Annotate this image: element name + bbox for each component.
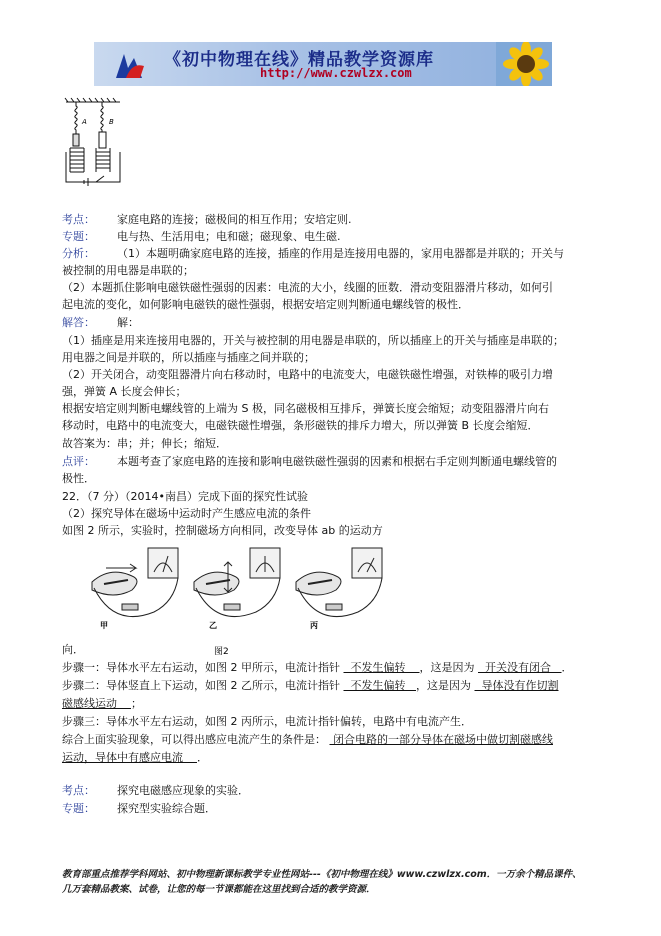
kaodian-label: 考点： [62, 213, 95, 226]
step-2-answer: 不发生偏转 [350, 679, 406, 692]
zhuanti-row-1 [62, 230, 341, 244]
step-1-because: ，这是因为 [419, 661, 475, 674]
panel-label-jia: 甲 [100, 621, 108, 630]
step-2 [62, 679, 559, 693]
step-2-reason-part2: 磁感线运动 [62, 697, 117, 710]
banner-title: 《初中物理在线》精品教学资源库 [164, 50, 434, 70]
dianping-line-1: 本题考查了家庭电路的连接和影响电磁铁磁性强弱的因素和根据右手定则判断通电螺线管的 [117, 455, 557, 468]
fenxi-line-2: 被控制的用电器是串联的； [62, 264, 194, 277]
conclusion-cont [62, 751, 208, 765]
panel-label-bing: 丙 [310, 621, 318, 630]
dianping-row [62, 455, 557, 469]
step-1-text: 步骤一：导体水平左右运动，如图 2 甲所示，电流计指针 [62, 661, 340, 674]
step-1-reason: 开关没有闭合 [485, 661, 551, 674]
banner-url[interactable]: http://www.czwlzx.com [260, 66, 412, 80]
jieda-line-3: （2）开关闭合，动变阻器滑片向右移动时，电路中的电流变大，电磁铁磁性增强，对铁棒的吸引力增 [62, 368, 553, 381]
jieda-line-6: 移动时，电路中的电流变大，电磁铁磁性增强，条形磁铁的排斥力增大，所以弹簧 B 长度会缩短． [62, 419, 539, 432]
jieda-line-4: 强，弹簧 A 长度会伸长； [62, 385, 187, 398]
sunflower-icon [496, 42, 552, 86]
fenxi-line-4: 起电流的变化，如何影响电磁铁的磁性强弱，根据安培定则判断通电螺线管的极性． [62, 298, 469, 311]
fenxi-row [62, 247, 564, 261]
kaodian-2-label: 考点： [62, 784, 95, 797]
step-2-cont [62, 697, 142, 711]
jieda-label: 解答： [62, 316, 95, 329]
step-1-answer: 不发生偏转 [350, 661, 406, 674]
label-spring-a: A [82, 118, 87, 126]
q22-intro-end: 向． [62, 643, 84, 656]
zhuanti-2-text: 探究型实验综合题． [117, 802, 216, 815]
zhuanti-label: 专题： [62, 230, 95, 243]
fenxi-line-3: （2）本题抓住影响电磁铁磁性强弱的因素：电流的大小，线圈的匝数．滑动变阻器滑片移动，如何引 [62, 281, 553, 294]
jieda-row [62, 316, 139, 330]
kaodian-row-1 [62, 213, 352, 227]
jieda-line-7: 故答案为：串；并；伸长；缩短． [62, 437, 227, 450]
fenxi-label: 分析： [62, 247, 95, 260]
induction-experiment-figure [84, 542, 384, 658]
conclusion-answer-part1: 闭合电路的一部分导体在磁场中做切割磁感线 [333, 733, 553, 746]
q22-title: 22．（7 分）（2014•南昌）完成下面的探究性试验 [62, 490, 308, 503]
footer-line-2: 几万套精品教案、试卷，让您的每一节课都能在这里找到合适的教学资源． [62, 884, 376, 895]
conclusion [62, 733, 553, 747]
conclusion-end: ． [197, 751, 208, 764]
kaodian-text: 家庭电路的连接；磁极间的相互作用；安培定则. [117, 213, 352, 226]
figure-caption: 图2 [214, 647, 229, 657]
jieda-line-2: 用电器之间是并联的，所以插座与插座之间并联的； [62, 351, 315, 364]
logo-icon [112, 48, 148, 82]
conclusion-answer-part2: 运动，导体中有感应电流 [62, 751, 183, 764]
q22-subtitle: （2）探究导体在磁场中运动时产生感应电流的条件 [62, 507, 311, 520]
jieda-line-1: （1）插座是用来连接用电器的，开关与被控制的用电器是串联的，所以插座上的开关与插座是串联的； [62, 334, 564, 347]
step-2-text: 步骤二：导体竖直上下运动，如图 2 乙所示，电流计指针 [62, 679, 340, 692]
step-1 [62, 661, 573, 675]
step-2-reason-part1: 导体没有作切割 [481, 679, 559, 692]
jieda-head: 解： [117, 316, 139, 329]
dianping-label: 点评： [62, 455, 95, 468]
step-1-end: ． [561, 661, 573, 674]
kaodian-2-text: 探究电磁感应现象的实验． [117, 784, 249, 797]
header-banner [94, 42, 552, 86]
kaodian-row-2 [62, 784, 249, 798]
zhuanti-row-2 [62, 802, 216, 816]
footer-line-1: 教育部重点推荐学科网站、初中物理新课标教学专业性网站---《初中物理在线》www.czwlzx.com．一万余个精品课件、 [62, 869, 582, 880]
conclusion-text: 综合上面实验现象，可以得出感应电流产生的条件是： [62, 733, 326, 746]
spring-electromagnet-figure [62, 96, 128, 188]
label-spring-b: B [109, 118, 114, 126]
q22-intro: 如图 2 所示，实验时，控制磁场方向相同，改变导体 ab 的运动方 [62, 524, 383, 537]
jieda-line-5: 根据安培定则判断电螺线管的上端为 S 极，同名磁极相互排斥，弹簧长度会缩短；动变阻器滑片向右 [62, 402, 549, 415]
zhuanti-2-label: 专题： [62, 802, 95, 815]
step-3: 步骤三：导体水平左右运动，如图 2 丙所示，电流计指针偏转，电路中有电流产生． [62, 715, 472, 728]
step-2-end: ； [131, 697, 142, 710]
fenxi-line-1: （1）本题明确家庭电路的连接，插座的作用是连接用电器的，家用电器都是并联的；开关与 [117, 247, 564, 260]
dianping-line-2: 极性． [62, 472, 95, 485]
zhuanti-text: 电与热、生活用电；电和磁；磁现象、电生磁. [117, 230, 341, 243]
step-2-because: ，这是因为 [416, 679, 471, 692]
panel-label-yi: 乙 [209, 621, 217, 630]
